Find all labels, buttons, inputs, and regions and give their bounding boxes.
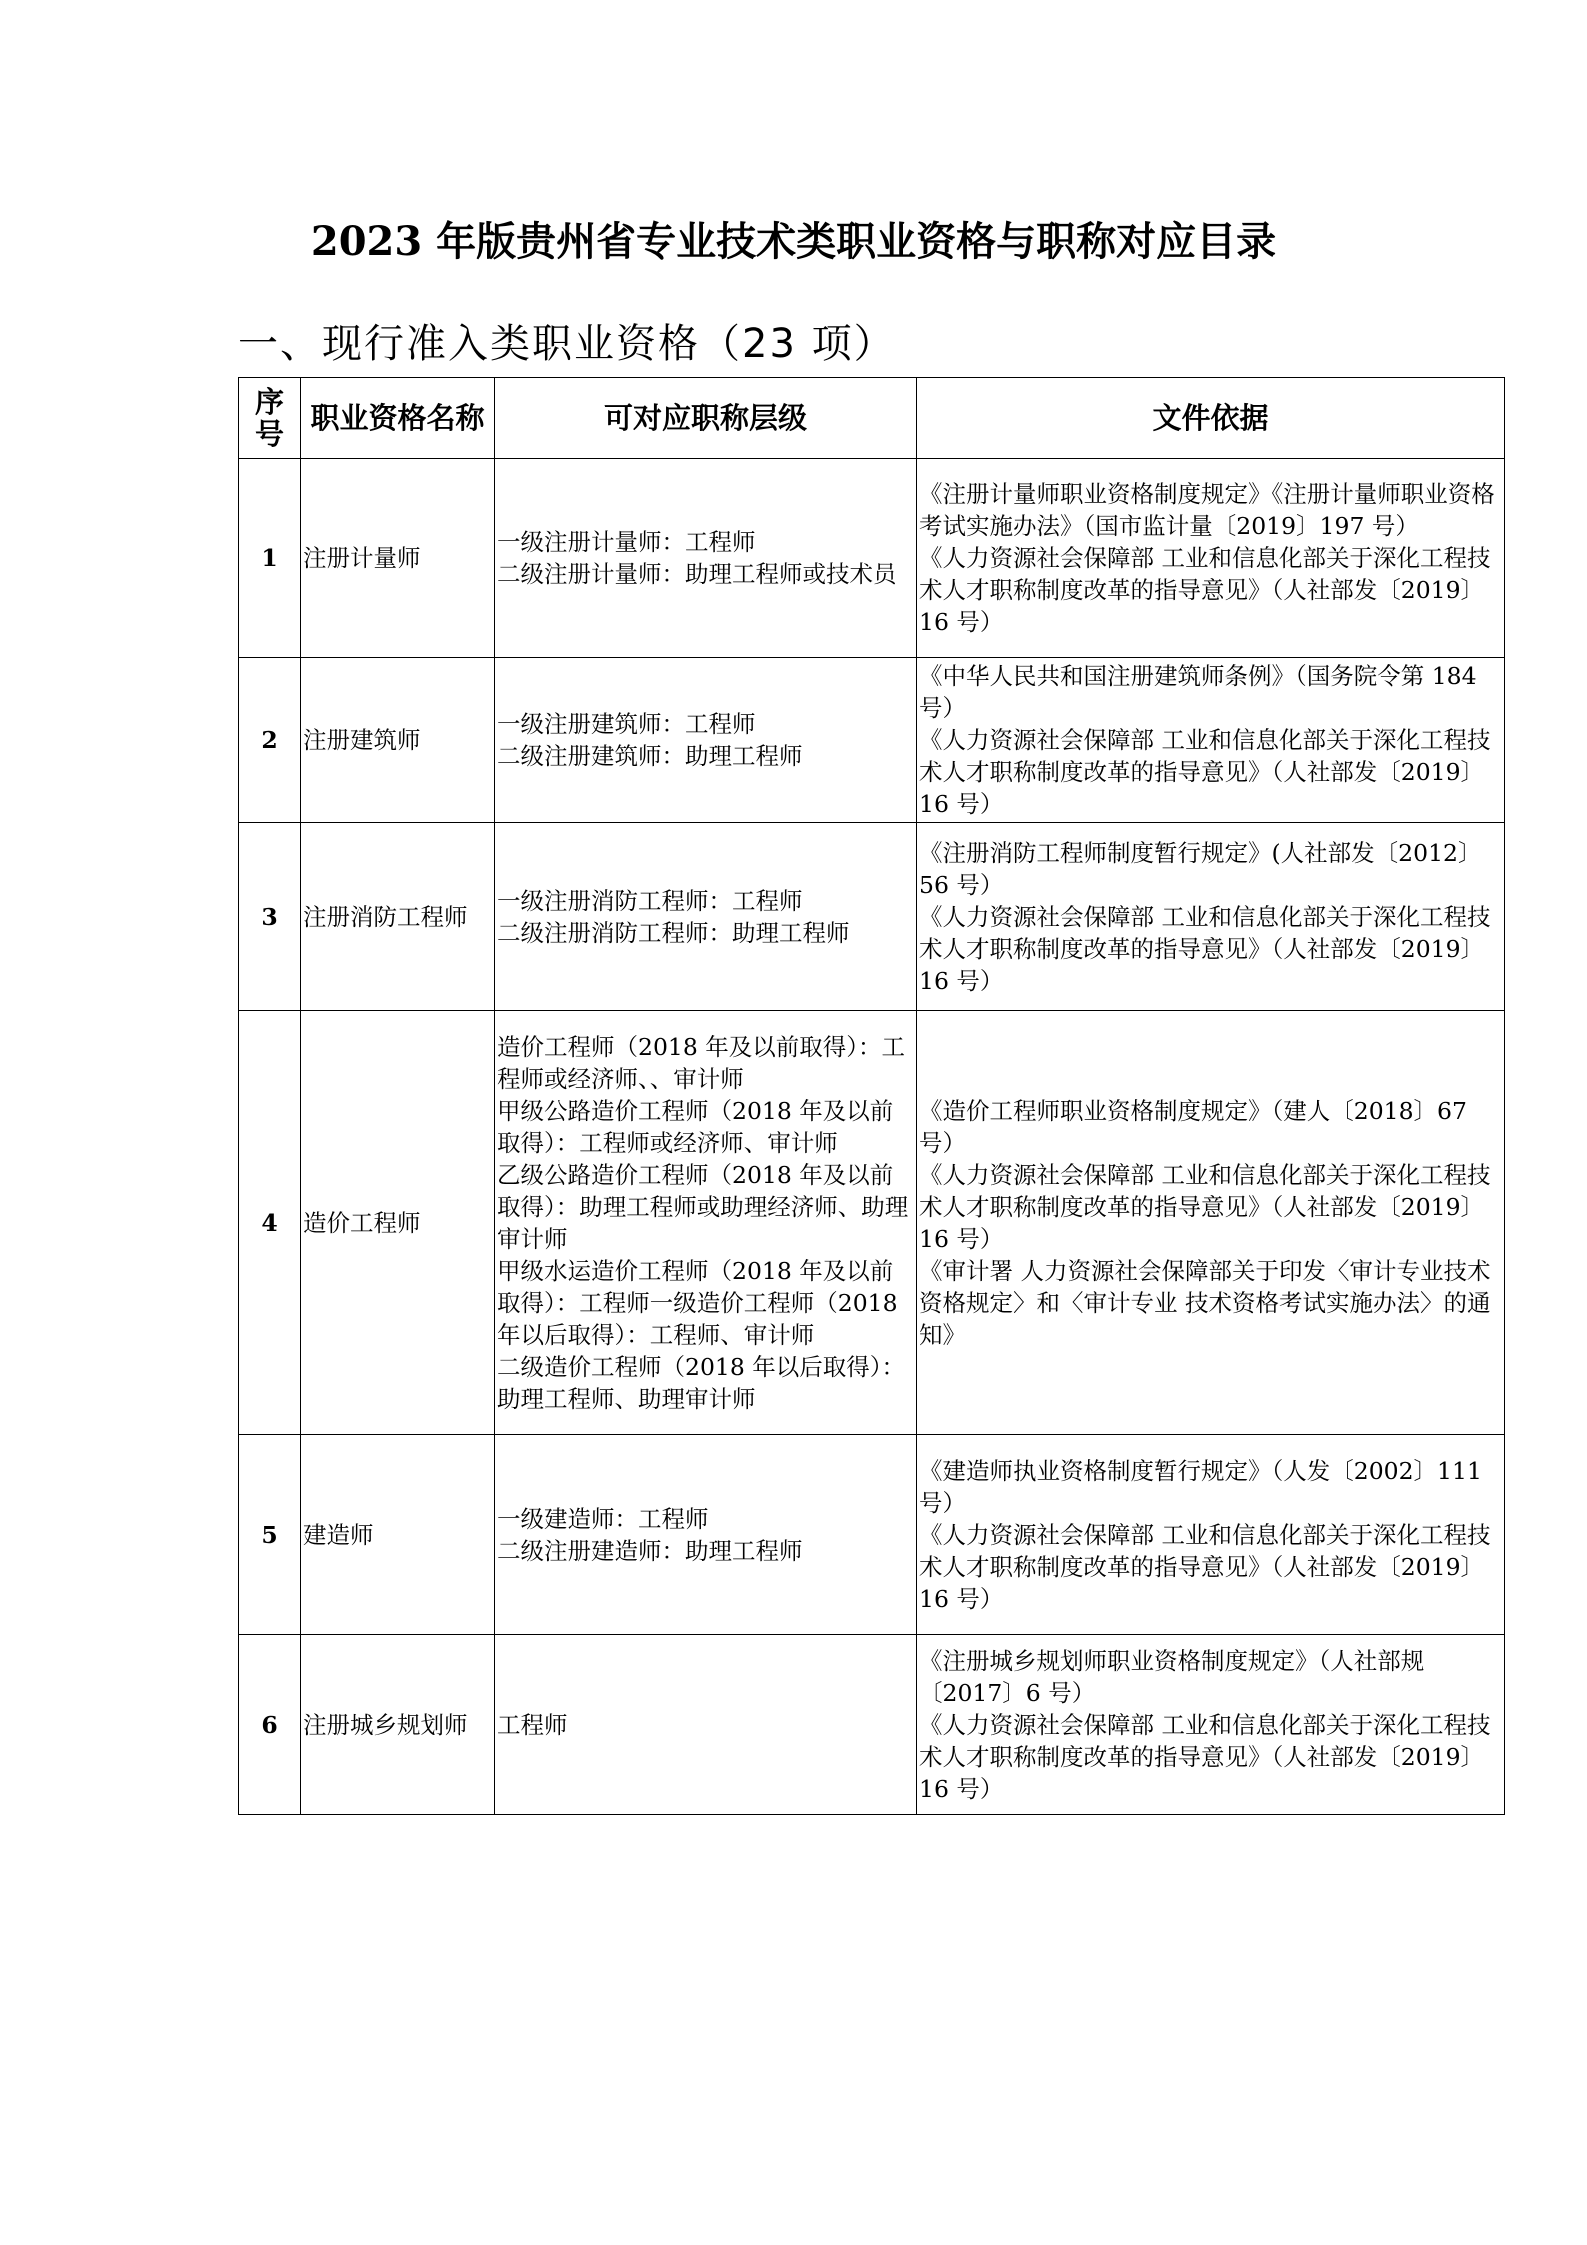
qualification-name: 注册城乡规划师	[301, 1635, 495, 1815]
qualification-name: 造价工程师	[301, 1011, 495, 1435]
title-levels	[495, 1635, 917, 1815]
basis-line: 《人力资源社会保障部 工业和信息化部关于深化工程技术人才职称制度改革的指导意见》（人社部发〔2019〕16 号）	[919, 1160, 1491, 1253]
document-basis	[917, 823, 1505, 1011]
basis-line: 《人力资源社会保障部 工业和信息化部关于深化工程技术人才职称制度改革的指导意见》（人社部发〔2019〕16 号）	[919, 1710, 1491, 1803]
header-level	[495, 378, 917, 459]
header-no	[239, 378, 301, 459]
qualification-name: 注册建筑师	[301, 658, 495, 823]
title-levels	[495, 1011, 917, 1435]
header-basis-label: 文件依据	[1152, 401, 1269, 435]
level-line: 一级注册消防工程师：工程师	[497, 886, 803, 915]
header-level-label: 可对应职称层级	[603, 401, 807, 435]
level-line: 乙级公路造价工程师（2018 年及以前取得）：助理工程师或助理经济师、助理审计师	[497, 1160, 909, 1253]
section-title: 一、现行准入类职业资格（23 项）	[238, 321, 896, 367]
level-line: 二级注册计量师：助理工程师或技术员	[497, 560, 897, 588]
row-number: 5	[239, 1435, 301, 1635]
level-line: 一级注册建筑师：工程师	[497, 710, 756, 738]
header-basis	[917, 378, 1505, 459]
basis-line: 《人力资源社会保障部 工业和信息化部关于深化工程技术人才职称制度改革的指导意见》（人社部发〔2019〕16 号）	[919, 902, 1491, 995]
basis-line: 《注册消防工程师制度暂行规定》(人社部发〔2012〕56 号）	[919, 838, 1482, 899]
basis-line: 《注册计量师职业资格制度规定》《注册计量师职业资格考试实施办法》（国市监计量〔2019〕197 号）	[919, 480, 1495, 540]
basis-line: 《造价工程师职业资格制度规定》（建人〔2018〕67 号）	[919, 1096, 1467, 1157]
level-line: 甲级公路造价工程师（2018 年及以前取得）：工程师或经济师、审计师	[497, 1096, 894, 1157]
title-levels	[495, 1435, 917, 1635]
table-row	[239, 1011, 1505, 1435]
document-basis	[917, 459, 1505, 658]
level-line: 造价工程师（2018 年及以前取得）：工程师或经济师、、审计师	[497, 1032, 906, 1093]
level-line: 一级建造师：工程师	[497, 1504, 709, 1533]
document-basis	[917, 1011, 1505, 1435]
level-line: 二级注册建筑师：助理工程师	[497, 742, 803, 770]
qualification-name: 注册消防工程师	[301, 823, 495, 1011]
level-line: 二级造价工程师（2018 年以后取得）：助理工程师、助理审计师	[497, 1352, 906, 1413]
header-no-label: 序号	[254, 385, 284, 451]
document-basis	[917, 1435, 1505, 1635]
document-title: 2023 年版贵州省专业技术类职业资格与职称对应目录	[310, 218, 1277, 265]
basis-line: 《中华人民共和国注册建筑师条例》（国务院令第 184 号）	[919, 662, 1477, 722]
row-number: 6	[239, 1635, 301, 1815]
title-levels	[495, 459, 917, 658]
row-number: 2	[239, 658, 301, 823]
table-row	[239, 1435, 1505, 1635]
level-line: 甲级水运造价工程师（2018 年及以前取得）：工程师一级造价工程师（2018 年以后取得）：工程师、审计师	[497, 1256, 898, 1349]
qualification-table	[238, 377, 1505, 1815]
basis-line: 《人力资源社会保障部 工业和信息化部关于深化工程技术人才职称制度改革的指导意见》（人社部发〔2019〕16 号）	[919, 544, 1491, 636]
document-basis	[917, 658, 1505, 823]
table-header-row	[239, 378, 1505, 459]
level-line: 二级注册消防工程师：助理工程师	[497, 918, 850, 947]
row-number: 1	[239, 459, 301, 658]
basis-line: 《审计署 人力资源社会保障部关于印发〈审计专业技术资格规定〉和〈审计专业 技术资格考试实施办法〉的通知》	[919, 1256, 1491, 1349]
level-line: 工程师	[497, 1710, 568, 1739]
qualification-name: 注册计量师	[301, 459, 495, 658]
table-row	[239, 823, 1505, 1011]
table-row	[239, 459, 1505, 658]
basis-line: 《人力资源社会保障部 工业和信息化部关于深化工程技术人才职称制度改革的指导意见》（人社部发〔2019〕16 号）	[919, 1520, 1491, 1613]
basis-line: 《人力资源社会保障部 工业和信息化部关于深化工程技术人才职称制度改革的指导意见》（人社部发〔2019〕16 号）	[919, 726, 1491, 818]
qualification-name: 建造师	[301, 1435, 495, 1635]
level-line: 一级注册计量师：工程师	[497, 528, 756, 556]
row-number: 3	[239, 823, 301, 1011]
document-basis	[917, 1635, 1505, 1815]
table-row	[239, 1635, 1505, 1815]
title-levels	[495, 658, 917, 823]
row-number: 4	[239, 1011, 301, 1435]
header-name-label: 职业资格名称	[310, 401, 485, 435]
basis-line: 《建造师执业资格制度暂行规定》（人发〔2002〕111 号）	[919, 1456, 1482, 1517]
title-levels	[495, 823, 917, 1011]
basis-line: 《注册城乡规划师职业资格制度规定》（人社部规〔2017〕6 号）	[919, 1646, 1425, 1707]
header-name	[301, 378, 495, 459]
table-row	[239, 658, 1505, 823]
level-line: 二级注册建造师：助理工程师	[497, 1536, 803, 1565]
